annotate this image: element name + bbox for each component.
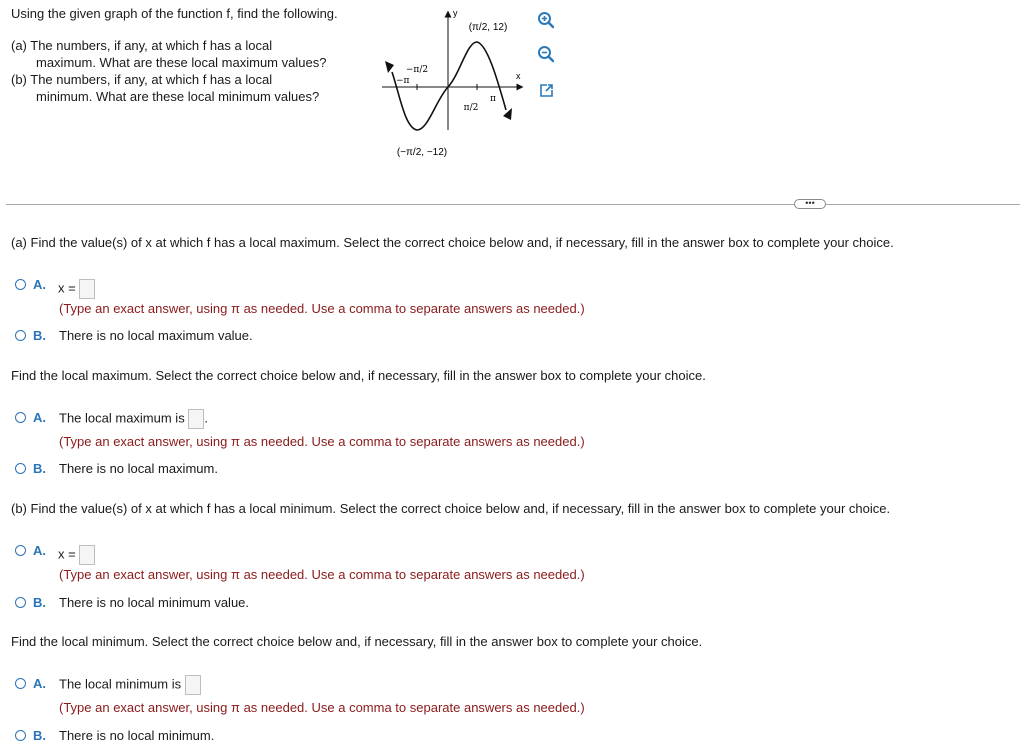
problem-intro: Using the given graph of the function f, find the following. (11, 6, 338, 21)
zoom-out-icon[interactable] (535, 43, 557, 65)
q4-hint: (Type an exact answer, using π as needed. Use a comma to separate answers as needed.) (59, 700, 585, 715)
q3-choice-a-radio[interactable] (15, 545, 26, 556)
q3-prompt: (b) Find the value(s) of x at which f has a local minimum. Select the correct choice below and, if necessary, fill in the answer box to complete your choice. (11, 501, 891, 516)
q3-answer-box[interactable] (79, 545, 95, 565)
q3-choice-a-letter: A. (33, 543, 46, 558)
curve-arrow-left (385, 61, 394, 73)
max-point-label: (π/2, 12) (468, 22, 508, 33)
problem-part-b-line2: minimum. What are these local minimum values? (36, 89, 320, 104)
q4-answer-box[interactable] (185, 675, 201, 695)
q2-hint: (Type an exact answer, using π as needed. Use a comma to separate answers as needed.) (59, 434, 585, 449)
q1-choice-b-radio[interactable] (15, 330, 26, 341)
tick-half-pi: π/2 (463, 103, 479, 113)
q2-choice-b-letter: B. (33, 461, 46, 476)
y-axis-label: y (453, 8, 458, 18)
q2-answer-box[interactable] (188, 409, 204, 429)
q1-hint: (Type an exact answer, using π as needed. Use a comma to separate answers as needed.) (59, 301, 585, 316)
q2-choice-a (59, 409, 208, 429)
tick-neg-pi: −π (396, 76, 410, 86)
q4-prompt: Find the local minimum. Select the correct choice below and, if necessary, fill in the answer box to complete your choice. (11, 634, 703, 649)
problem-part-a-line1: (a) The numbers, if any, at which f has a local (11, 38, 273, 53)
q1-choice-b-letter: B. (33, 328, 46, 343)
q4-choice-a-prefix: The local minimum is (59, 676, 182, 692)
q3-hint: (Type an exact answer, using π as needed. Use a comma to separate answers as needed.) (59, 567, 585, 582)
q4-choice-b-radio[interactable] (15, 730, 26, 741)
problem-part-b-line1: (b) The numbers, if any, at which f has a local (11, 72, 273, 87)
function-curve (392, 42, 506, 130)
q1-choice-b-text: There is no local maximum value. (59, 328, 253, 343)
q1-choice-a-prefix: x = (58, 280, 76, 296)
function-graph (370, 0, 530, 180)
tick-neg-half-pi: −π/2 (405, 65, 429, 75)
q2-prompt: Find the local maximum. Select the correct choice below and, if necessary, fill in the answer box to complete your choice. (11, 368, 706, 383)
q1-choice-a (58, 279, 95, 299)
section-divider (6, 204, 1020, 205)
min-point-label: (−π/2, −12) (396, 147, 448, 158)
external-link-icon[interactable] (535, 80, 557, 102)
problem-part-a-line2: maximum. What are these local maximum values? (36, 55, 327, 70)
q1-choice-a-radio[interactable] (15, 279, 26, 290)
q3-choice-a-prefix: x = (58, 546, 76, 562)
zoom-in-icon[interactable] (535, 9, 557, 31)
q4-choice-a-letter: A. (33, 676, 46, 691)
q2-choice-a-letter: A. (33, 410, 46, 425)
q2-choice-b-radio[interactable] (15, 463, 26, 474)
q3-choice-b-text: There is no local minimum value. (59, 595, 250, 610)
curve-arrow-right (503, 108, 512, 120)
q3-choice-b-letter: B. (33, 595, 46, 610)
q4-choice-a (59, 675, 201, 695)
q4-choice-b-text: There is no local minimum. (59, 728, 215, 743)
q4-choice-a-radio[interactable] (15, 678, 26, 689)
tick-pi: π (490, 94, 496, 104)
q3-choice-b-radio[interactable] (15, 597, 26, 608)
q4-choice-b-letter: B. (33, 728, 46, 743)
q1-prompt: (a) Find the value(s) of x at which f has a local maximum. Select the correct choice below and, if necessary, fill in the answer box to complete your choice. (11, 235, 894, 250)
q2-choice-a-radio[interactable] (15, 412, 26, 423)
q2-choice-b-text: There is no local maximum. (59, 461, 218, 476)
q1-choice-a-letter: A. (33, 277, 46, 292)
q2-choice-a-suffix: . (204, 410, 208, 426)
x-axis-label: x (516, 71, 521, 81)
more-options-button[interactable]: ••• (794, 199, 826, 209)
q2-choice-a-prefix: The local maximum is (59, 410, 185, 426)
q1-answer-box[interactable] (79, 279, 95, 299)
q3-choice-a (58, 545, 95, 565)
